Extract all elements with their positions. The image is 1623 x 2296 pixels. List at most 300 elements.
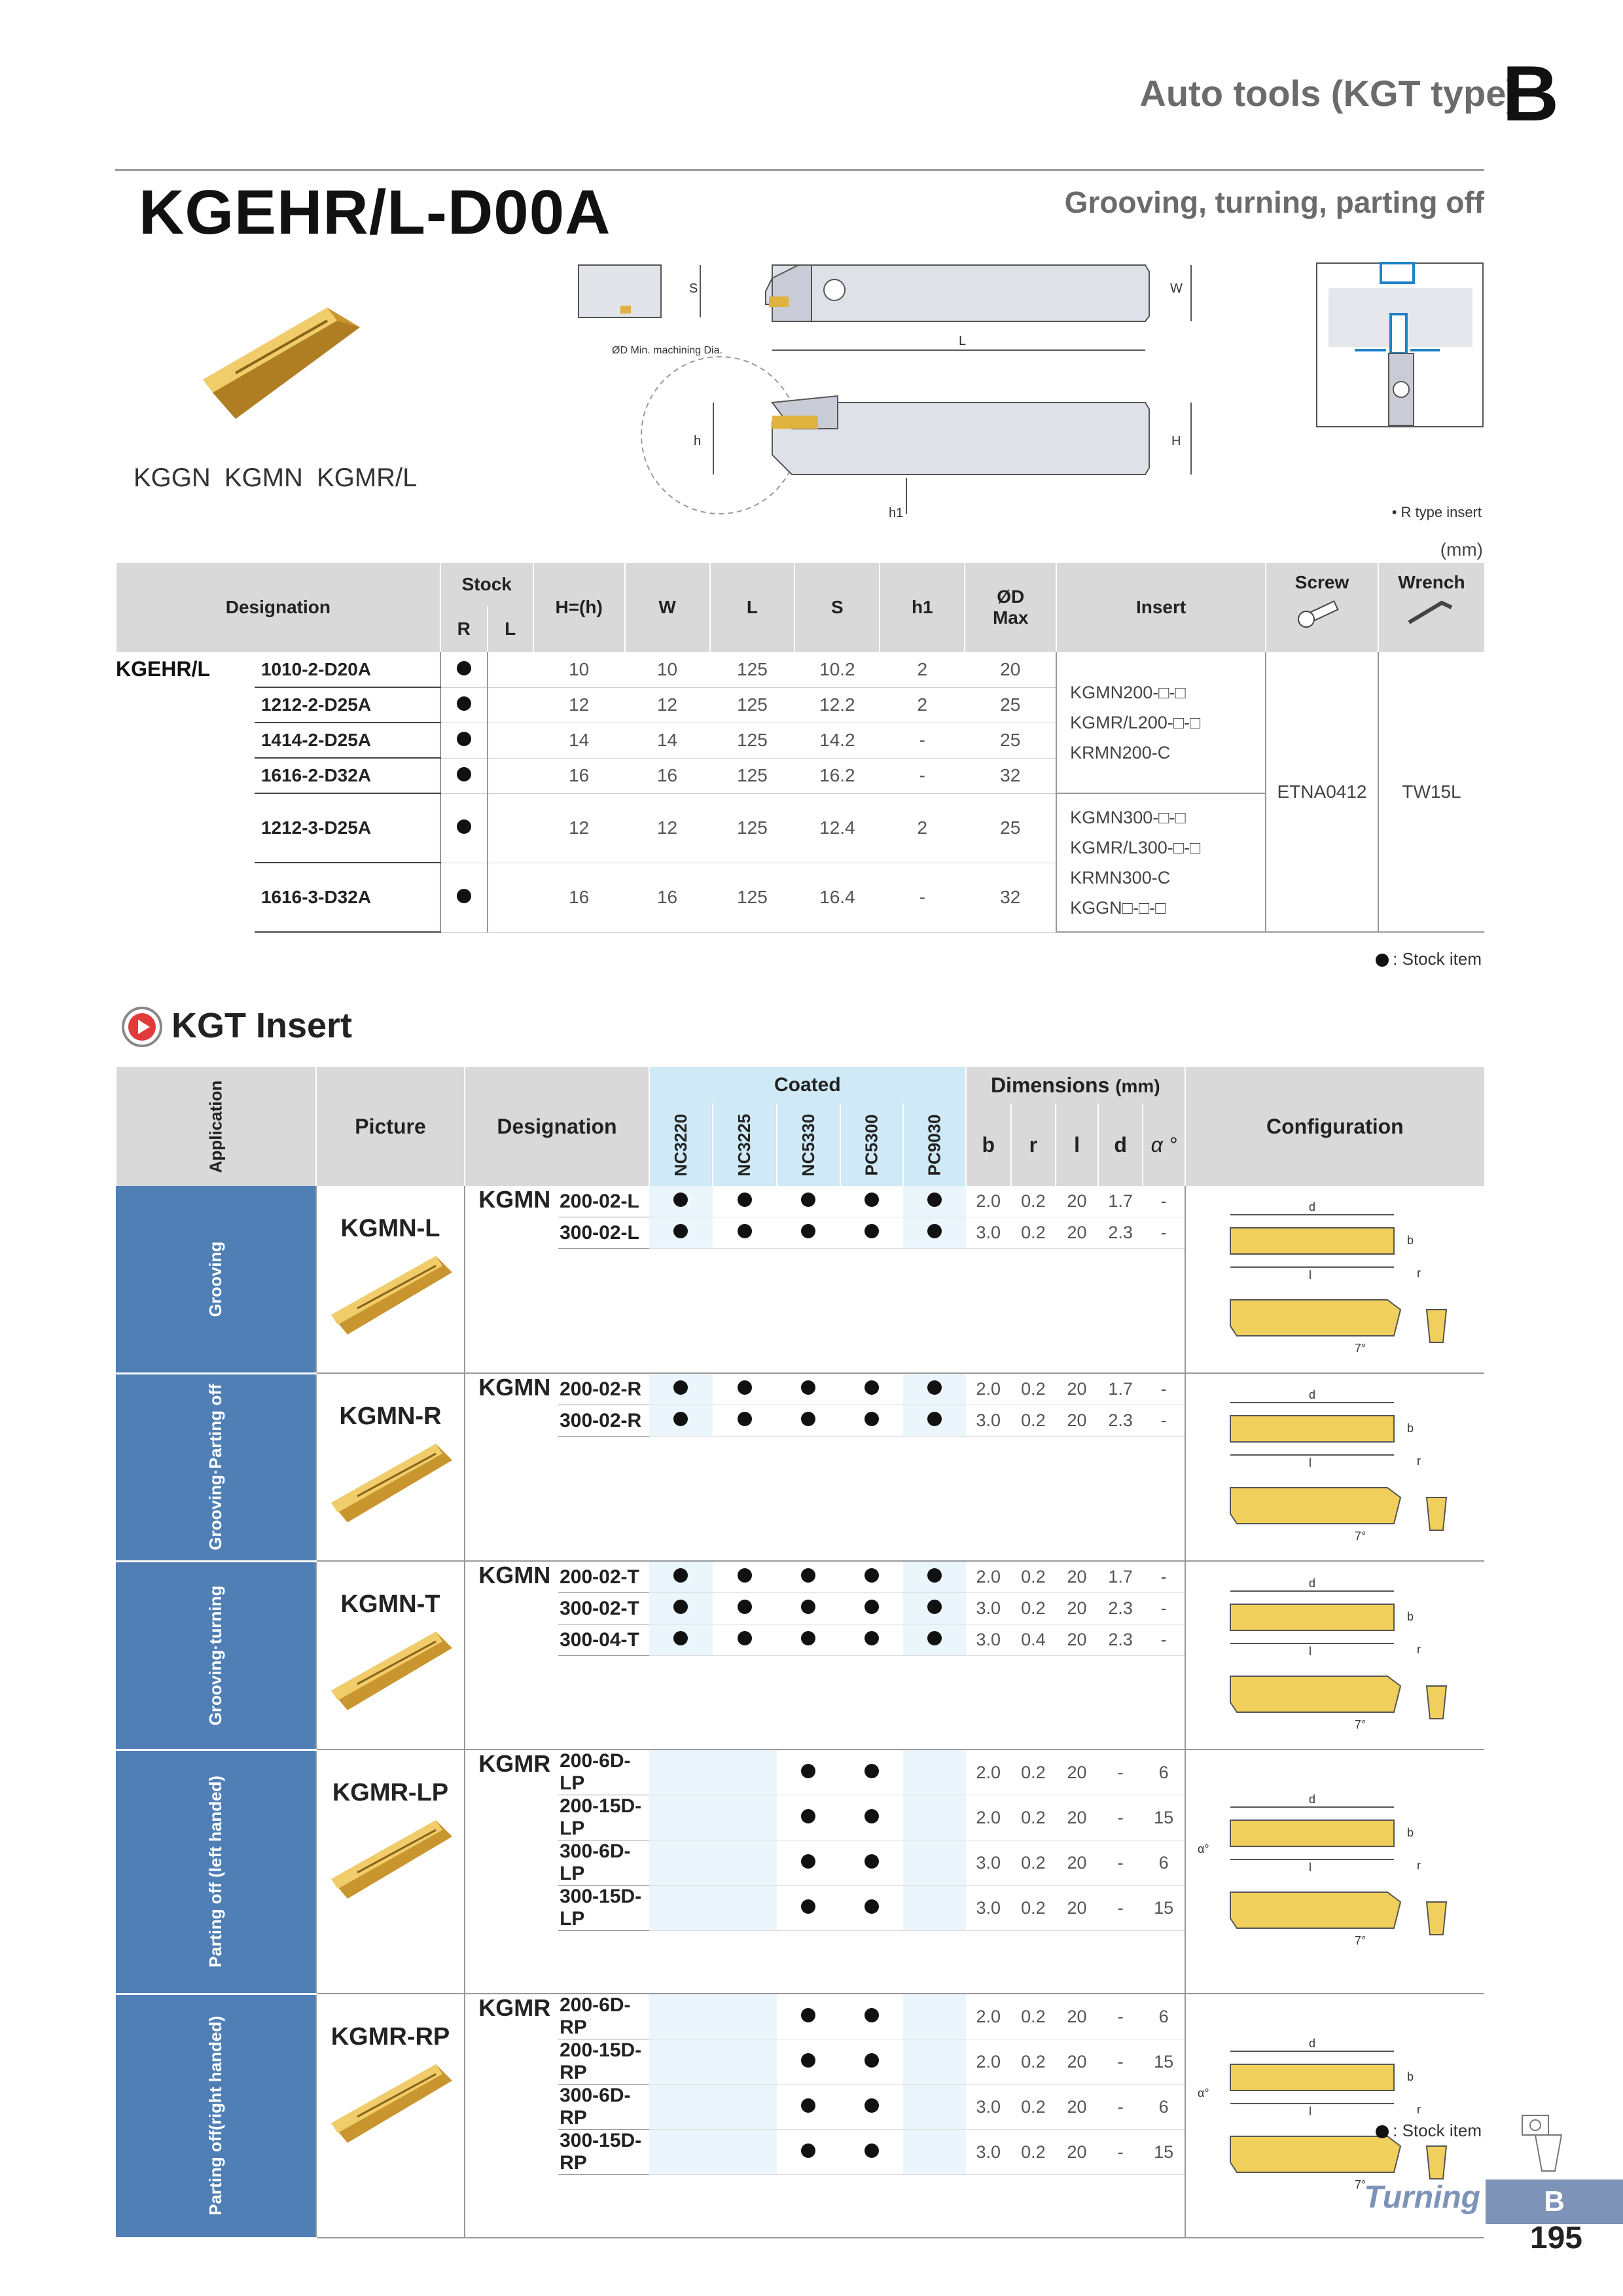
insert-photo-icon: [325, 1431, 455, 1529]
stock-dot-icon: [673, 1193, 688, 1207]
grade-availability: [903, 1886, 966, 1931]
grade-availability: [649, 1373, 713, 1405]
dim-b: 2.0: [966, 1795, 1011, 1840]
dim-l: 20: [1056, 1994, 1098, 2039]
stock-dot-icon: [927, 1568, 942, 1583]
dim-H-label: H: [1171, 434, 1181, 448]
insert-designation: 200-02-L: [558, 1186, 649, 1217]
insert-designation: 300-02-R: [558, 1405, 649, 1437]
dim-a: 6: [1143, 1840, 1185, 1886]
wrench-value: TW15L: [1378, 652, 1484, 932]
dim-a: 15: [1143, 1886, 1185, 1931]
grade-availability: [903, 1840, 966, 1886]
footer-letter: B: [1486, 2179, 1623, 2224]
grade-availability: [649, 1186, 713, 1217]
cfg-label: r: [1416, 1642, 1421, 1656]
grade-availability: [840, 1749, 903, 1795]
screw-icon: [1296, 593, 1348, 632]
cfg-label: α°: [1197, 2087, 1209, 2100]
dim-d: 2.3: [1098, 1593, 1143, 1624]
dim-l: 20: [1056, 1840, 1098, 1886]
dim-a: -: [1143, 1217, 1185, 1249]
screw-value: ETNA0412: [1266, 652, 1378, 932]
stock-dot-icon: [457, 732, 471, 746]
header-divider: [115, 169, 1484, 171]
grade-availability: [903, 1795, 966, 1840]
dim-d: 1.7: [1098, 1373, 1143, 1405]
stock-dot-icon: [673, 1380, 688, 1395]
row-filler: [558, 2175, 1185, 2238]
cell-W: 14: [625, 723, 710, 758]
configuration-drawing-icon: [1191, 1571, 1479, 1735]
picture-name: KGMN-T: [340, 1590, 440, 1618]
cfg-label: α°: [1197, 1842, 1209, 1856]
dim-a: 6: [1143, 2085, 1185, 2130]
grade-availability: [840, 1795, 903, 1840]
stock-dot-icon: [1376, 2125, 1389, 2138]
insert-designation: 200-6D-RP: [558, 1994, 649, 2039]
grade-availability: [649, 1624, 713, 1656]
cfg-label: l: [1308, 2105, 1311, 2118]
cfg-label: b: [1406, 1826, 1414, 1839]
cell-h1: -: [880, 723, 965, 758]
insert-series: KGMN: [465, 1561, 558, 1749]
cfg-label: 7°: [1354, 1934, 1366, 1947]
col-configuration: Configuration: [1185, 1067, 1484, 1186]
dim-l: 20: [1056, 1217, 1098, 1249]
grade-availability: [840, 1186, 903, 1217]
dim-b: 3.0: [966, 1886, 1011, 1931]
stock-dot-icon: [457, 819, 471, 834]
stock-dot-icon: [801, 1764, 815, 1778]
dim-d: 1.7: [1098, 1186, 1143, 1217]
dim-d: -: [1098, 2085, 1143, 2130]
grade-availability: [777, 2130, 840, 2175]
grade-availability: [840, 1561, 903, 1593]
dim-l: 20: [1056, 1561, 1098, 1593]
insert-photo-icon: [325, 2051, 455, 2149]
insert-group-1: KGMN200-□-□ KGMR/L200-□-□ KRMN200-C: [1056, 652, 1266, 793]
dim-d: 2.3: [1098, 1405, 1143, 1437]
col-b: b: [966, 1103, 1011, 1186]
wrench-icon: [1402, 593, 1461, 632]
grade-availability: [777, 1624, 840, 1656]
stock-dot-icon: [801, 2053, 815, 2068]
insert-picture: [316, 1749, 465, 1994]
cell-S: 14.2: [794, 723, 880, 758]
dim-L-label: L: [959, 334, 967, 348]
grade-availability: [777, 2085, 840, 2130]
cell-L: 125: [710, 687, 795, 723]
stock-dot-icon: [738, 1193, 752, 1207]
tool-holder-icon: [1516, 2109, 1575, 2174]
dim-l: 20: [1056, 1373, 1098, 1405]
cell-W: 10: [625, 652, 710, 687]
cell-h1: -: [880, 758, 965, 793]
cell-h1: 2: [880, 687, 965, 723]
picture-name: KGMN-L: [340, 1215, 440, 1242]
cell-L: 125: [710, 758, 795, 793]
col-D: ØD Max: [965, 563, 1056, 652]
cell-S: 16.2: [794, 758, 880, 793]
dim-r: 0.2: [1011, 1886, 1056, 1931]
stock-dot-icon: [865, 1224, 879, 1238]
stock-dot-icon: [801, 2008, 815, 2022]
cfg-label: r: [1416, 2103, 1421, 2116]
cfg-label: l: [1308, 1268, 1311, 1282]
cfg-label: d: [1308, 1793, 1315, 1806]
cell-D: 25: [965, 723, 1056, 758]
stock-dot-icon: [457, 661, 471, 675]
cell-D: 32: [965, 863, 1056, 932]
grade-availability: [840, 2039, 903, 2085]
cfg-label: d: [1308, 2037, 1315, 2050]
stock-dot-icon: [865, 2098, 879, 2113]
cell-D: 32: [965, 758, 1056, 793]
grade-availability: [840, 1373, 903, 1405]
col-designation: Designation: [465, 1067, 649, 1186]
kgt-title: KGT Insert: [171, 1006, 353, 1045]
row-filler: [558, 1931, 1185, 1994]
insert-designation: 300-6D-LP: [558, 1840, 649, 1886]
insert-picture: [316, 1561, 465, 1749]
cfg-label: b: [1406, 1234, 1414, 1247]
grade-availability: [713, 1795, 776, 1840]
cfg-label: d: [1308, 1200, 1315, 1213]
stock-dot-icon: [927, 1600, 942, 1614]
dim-r: 0.2: [1011, 1593, 1056, 1624]
stock-dot-icon: [801, 1568, 815, 1583]
insert-designation: 300-02-L: [558, 1217, 649, 1249]
holder-series: KGEHR/L: [116, 657, 210, 681]
col-designation: Designation: [116, 563, 440, 652]
insert-designation: 200-6D-LP: [558, 1749, 649, 1795]
dim-r: 0.2: [1011, 1405, 1056, 1437]
holder-designation: 1212-3-D25A: [255, 793, 440, 863]
cell-D: 20: [965, 652, 1056, 687]
insert-series: KGMR: [465, 1749, 558, 1994]
cell-L: 125: [710, 652, 795, 687]
grade-availability: [777, 1373, 840, 1405]
dim-r: 0.2: [1011, 1994, 1056, 2039]
grade-availability: [649, 1405, 713, 1437]
product-title: KGEHR/L-D00A: [139, 177, 611, 247]
dim-d: 1.7: [1098, 1561, 1143, 1593]
rtype-note: • R type insert: [1391, 504, 1482, 520]
grade-availability: [649, 1840, 713, 1886]
col-S: S: [794, 563, 880, 652]
cell-L: 125: [710, 793, 795, 863]
dim-d: 2.3: [1098, 1624, 1143, 1656]
application-label: Grooving·Parting off: [116, 1373, 316, 1561]
grade-availability: [713, 1593, 776, 1624]
unit-note: (mm): [1440, 539, 1483, 560]
grade-availability: [903, 1186, 966, 1217]
dim-b: 2.0: [966, 1373, 1011, 1405]
grade-availability: [840, 1840, 903, 1886]
stock-dot-icon: [865, 1809, 879, 1823]
product-subtitle: Grooving, turning, parting off: [1064, 185, 1484, 219]
dim-d: -: [1098, 2039, 1143, 2085]
stock-dot-icon: [1376, 954, 1389, 967]
cell-L: 125: [710, 723, 795, 758]
insert-row: [116, 1994, 1484, 2039]
grade-availability: [649, 1795, 713, 1840]
row-filler: [558, 1249, 1185, 1374]
grade-availability: [903, 1405, 966, 1437]
cfg-label: 7°: [1354, 1717, 1366, 1731]
cell-H: 10: [533, 652, 625, 687]
dim-a: -: [1143, 1593, 1185, 1624]
grade-availability: [649, 1217, 713, 1249]
insert-row: [116, 1561, 1484, 1593]
col-stock-L: L: [488, 606, 533, 652]
dim-r: 0.2: [1011, 1795, 1056, 1840]
grade-nc5330: NC5330: [777, 1103, 840, 1186]
grade-availability: [649, 1886, 713, 1931]
stock-dot-icon: [865, 1568, 879, 1583]
stock-dot-icon: [457, 889, 471, 903]
grade-availability: [840, 1593, 903, 1624]
section-letter: B: [1502, 50, 1559, 137]
grade-availability: [649, 1593, 713, 1624]
dim-S-label: S: [689, 281, 698, 296]
dim-l: 20: [1056, 1593, 1098, 1624]
grade-availability: [903, 1749, 966, 1795]
cell-H: 16: [533, 863, 625, 932]
grade-availability: [903, 2085, 966, 2130]
insert-group-2: KGMN300-□-□ KGMR/L300-□-□ KRMN300-C KGGN□-□-□: [1056, 793, 1266, 932]
stock-dot-icon: [865, 2144, 879, 2158]
stock-dot-icon: [801, 1412, 815, 1426]
insert-designation: 200-02-R: [558, 1373, 649, 1405]
stock-dot-icon: [801, 1631, 815, 1645]
col-dimensions: Dimensions (mm): [966, 1067, 1185, 1103]
picture-name: KGMR-LP: [332, 1779, 449, 1806]
stock-dot-icon: [865, 1764, 879, 1778]
grade-availability: [713, 1886, 776, 1931]
insert-designation: 200-02-T: [558, 1561, 649, 1593]
dim-r: 0.2: [1011, 1217, 1056, 1249]
grade-availability: [649, 1561, 713, 1593]
grade-availability: [777, 1795, 840, 1840]
col-stock-R: R: [440, 606, 488, 652]
stock-dot-icon: [801, 1809, 815, 1823]
dim-b: 3.0: [966, 2085, 1011, 2130]
dim-d: -: [1098, 1994, 1143, 2039]
cell-h1: 2: [880, 793, 965, 863]
insert-row: [116, 1373, 1484, 1405]
grade-availability: [903, 1561, 966, 1593]
dim-r: 0.2: [1011, 2085, 1056, 2130]
col-screw: Screw: [1266, 563, 1378, 652]
dim-a: -: [1143, 1186, 1185, 1217]
dim-l: 20: [1056, 1749, 1098, 1795]
stock-dot-icon: [673, 1568, 688, 1583]
cfg-label: l: [1308, 1644, 1311, 1658]
compatible-inserts: KGGN KGMN KGMR/L: [134, 463, 418, 492]
stock-dot-icon: [927, 1380, 942, 1395]
col-coated: Coated: [649, 1067, 966, 1103]
grade-availability: [713, 2085, 776, 2130]
stock-dot-icon: [738, 1412, 752, 1426]
insert-designation: 300-04-T: [558, 1624, 649, 1656]
stock-dot-icon: [738, 1224, 752, 1238]
col-L: L: [710, 563, 795, 652]
holder-drawing: [576, 259, 1204, 520]
grade-availability: [903, 1624, 966, 1656]
col-h1: h1: [880, 563, 965, 652]
stock-dot-icon: [865, 1631, 879, 1645]
insert-picture: [316, 1186, 465, 1373]
holder-designation: 1010-2-D20A: [255, 652, 440, 687]
grade-availability: [903, 2039, 966, 2085]
insert-series: KGMR: [465, 1994, 558, 2238]
cell-W: 16: [625, 863, 710, 932]
stock-dot-icon: [801, 1600, 815, 1614]
insert-designation: 200-15D-LP: [558, 1795, 649, 1840]
dim-l: 20: [1056, 1795, 1098, 1840]
holder-designation: 1616-3-D32A: [255, 863, 440, 932]
stock-dot-icon: [801, 2144, 815, 2158]
grade-availability: [713, 1561, 776, 1593]
picture-name: KGMR-RP: [330, 2023, 450, 2051]
grade-availability: [903, 1217, 966, 1249]
col-wrench: Wrench: [1378, 563, 1484, 652]
stock-dot-icon: [927, 1412, 942, 1426]
grade-availability: [777, 1749, 840, 1795]
cfg-label: d: [1308, 1576, 1315, 1590]
col-W: W: [625, 563, 710, 652]
grade-nc3225: NC3225: [713, 1103, 776, 1186]
dim-d: -: [1098, 2130, 1143, 2175]
grade-availability: [777, 1217, 840, 1249]
insert-photo-icon: [325, 1243, 455, 1341]
holder-designation: 1414-2-D25A: [255, 723, 440, 758]
grade-availability: [713, 1624, 776, 1656]
dim-l: 20: [1056, 1624, 1098, 1656]
dim-d: -: [1098, 1886, 1143, 1931]
insert-configuration: [1185, 1749, 1484, 1994]
dim-a: 15: [1143, 2130, 1185, 2175]
insert-configuration: [1185, 1373, 1484, 1561]
grade-availability: [649, 2085, 713, 2130]
holder-designation: 1212-2-D25A: [255, 687, 440, 723]
dim-d: -: [1098, 1795, 1143, 1840]
dim-a: -: [1143, 1561, 1185, 1593]
stock-dot-icon: [865, 1899, 879, 1914]
dim-l: 20: [1056, 1405, 1098, 1437]
dim-b: 3.0: [966, 1217, 1011, 1249]
col-insert: Insert: [1056, 563, 1266, 652]
insert-designation: 300-15D-LP: [558, 1886, 649, 1931]
insert-series: KGMN: [465, 1186, 558, 1373]
cfg-label: l: [1308, 1456, 1311, 1469]
min-dia-label: ØD Min. machining Dia.: [612, 345, 722, 356]
dim-a: -: [1143, 1624, 1185, 1656]
application-label: Grooving·turning: [116, 1561, 316, 1749]
grade-availability: [713, 1217, 776, 1249]
cell-H: 14: [533, 723, 625, 758]
grade-nc3220: NC3220: [649, 1103, 713, 1186]
insert-photo-icon: [325, 1619, 455, 1717]
stock-dot-icon: [865, 1854, 879, 1869]
page-number: 195: [1529, 2221, 1582, 2255]
dim-r: 0.4: [1011, 1624, 1056, 1656]
picture-name: KGMN-R: [339, 1403, 442, 1430]
cell-S: 12.2: [794, 687, 880, 723]
grade-availability: [713, 1373, 776, 1405]
dim-b: 2.0: [966, 1749, 1011, 1795]
grade-availability: [777, 1561, 840, 1593]
grade-availability: [713, 1186, 776, 1217]
stock-dot-icon: [801, 2098, 815, 2113]
cfg-label: r: [1416, 1859, 1421, 1872]
configuration-drawing-icon: [1191, 1383, 1479, 1547]
grade-availability: [649, 1994, 713, 2039]
grade-availability: [649, 1749, 713, 1795]
dim-a: 15: [1143, 2039, 1185, 2085]
dim-a: -: [1143, 1405, 1185, 1437]
col-r: r: [1011, 1103, 1056, 1186]
grade-availability: [713, 1994, 776, 2039]
dim-b: 3.0: [966, 2130, 1011, 2175]
col-application: Application: [116, 1067, 316, 1186]
configuration-drawing-icon: [1191, 1787, 1479, 1951]
stock-dot-icon: [801, 1193, 815, 1207]
insert-designation: 200-15D-RP: [558, 2039, 649, 2085]
col-picture: Picture: [316, 1067, 465, 1186]
stock-dot-icon: [927, 1193, 942, 1207]
grade-pc5300: PC5300: [840, 1103, 903, 1186]
dim-l: 20: [1056, 2039, 1098, 2085]
col-alpha: α °: [1143, 1103, 1185, 1186]
dim-d: -: [1098, 1840, 1143, 1886]
dim-b: 3.0: [966, 1405, 1011, 1437]
cell-S: 12.4: [794, 793, 880, 863]
stock-dot-icon: [673, 1224, 688, 1238]
dim-b: 2.0: [966, 1561, 1011, 1593]
stock-dot-icon: [801, 1899, 815, 1914]
stock-dot-icon: [738, 1568, 752, 1583]
stock-legend: : Stock item: [1376, 949, 1482, 969]
stock-dot-icon: [801, 1380, 815, 1395]
insert-photo-icon: [325, 1807, 455, 1905]
kgt-insert-table: [115, 1067, 1484, 2239]
grade-availability: [840, 2085, 903, 2130]
grade-availability: [713, 1749, 776, 1795]
dim-d: -: [1098, 1749, 1143, 1795]
cfg-label: b: [1406, 1422, 1414, 1435]
dim-d: 2.3: [1098, 1217, 1143, 1249]
cell-S: 10.2: [794, 652, 880, 687]
insert-designation: 300-15D-RP: [558, 2130, 649, 2175]
insert-picture: [316, 1994, 465, 2238]
grade-availability: [777, 1186, 840, 1217]
dim-a: 6: [1143, 1994, 1185, 2039]
stock-dot-icon: [457, 696, 471, 711]
dim-l: 20: [1056, 1186, 1098, 1217]
grade-availability: [777, 1886, 840, 1931]
grade-pc9030: PC9030: [903, 1103, 966, 1186]
dim-b: 3.0: [966, 1840, 1011, 1886]
grade-availability: [840, 1624, 903, 1656]
configuration-drawing-icon: [1191, 2032, 1479, 2195]
grade-availability: [777, 1593, 840, 1624]
col-H: H=(h): [533, 563, 625, 652]
cell-L: 125: [710, 863, 795, 932]
dim-h-label: h: [694, 434, 702, 448]
